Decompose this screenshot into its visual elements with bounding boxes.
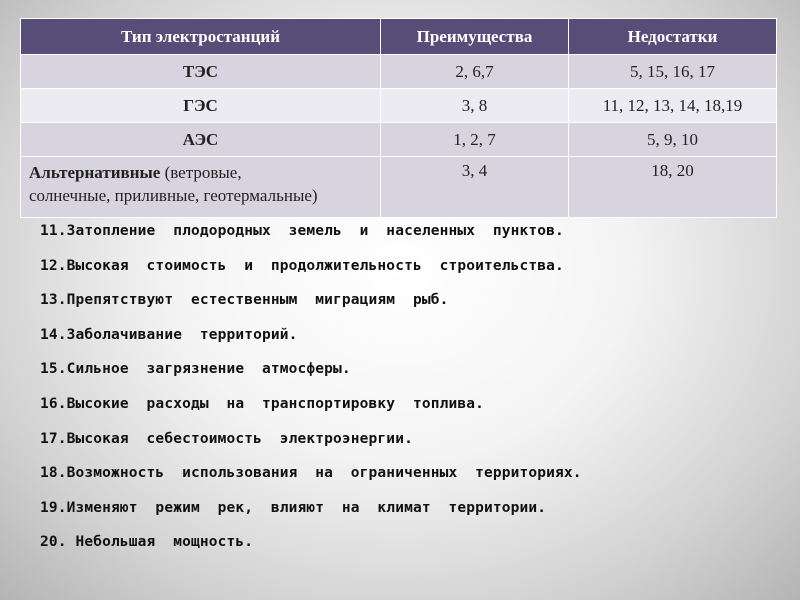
list-item: 14.Заболачивание территорий. (40, 326, 298, 343)
cell-type-rest: (ветровые, (160, 163, 242, 182)
table-row (21, 123, 777, 157)
list-item: 15.Сильное загрязнение атмосферы. (40, 361, 351, 378)
cell-type (21, 157, 381, 218)
list-item: 18.Возможность использования на ограниченных территориях. (40, 465, 582, 482)
list-item: 11.Затопление плодородных земель и населенных пунктов. (40, 223, 564, 239)
table-row (21, 157, 777, 218)
list-item: 17.Высокая себестоимость электроэнергии. (40, 430, 413, 447)
cell-advantages: 2, 6,7 (381, 55, 569, 89)
cell-advantages: 3, 8 (381, 89, 569, 123)
cell-disadvantages: 5, 9, 10 (569, 123, 777, 157)
cell-disadvantages: 18, 20 (569, 157, 777, 218)
header-type: Тип электростанций (21, 19, 381, 55)
list-item: 16.Высокие расходы на транспортировку топлива. (40, 395, 484, 412)
table-header-row (21, 19, 777, 55)
cell-disadvantages: 11, 12, 13, 14, 18,19 (569, 89, 777, 123)
table-row (21, 89, 777, 123)
cell-disadvantages: 5, 15, 16, 17 (569, 55, 777, 89)
table-row (21, 55, 777, 89)
list-item: 13.Препятствуют естественным миграциям рыб. (40, 292, 449, 309)
list-item: 20. Небольшая мощность. (40, 534, 254, 551)
header-disadvantages: Недостатки (569, 19, 777, 55)
cell-advantages: 3, 4 (381, 157, 569, 218)
list-item: 12.Высокая стоимость и продолжительность строительства. (40, 257, 564, 274)
disadvantages-list (40, 214, 582, 560)
cell-type: АЭС (21, 123, 381, 157)
cell-type: ГЭС (21, 89, 381, 123)
cell-type: ТЭС (21, 55, 381, 89)
power-plants-table (20, 18, 777, 218)
list-item: 19.Изменяют режим рек, влияют на климат территории. (40, 499, 547, 516)
header-advantages: Преимущества (381, 19, 569, 55)
cell-type-line2: солнечные, приливные, геотермальные) (29, 186, 318, 205)
cell-type-bold: Альтернативные (29, 163, 161, 182)
cell-advantages: 1, 2, 7 (381, 123, 569, 157)
